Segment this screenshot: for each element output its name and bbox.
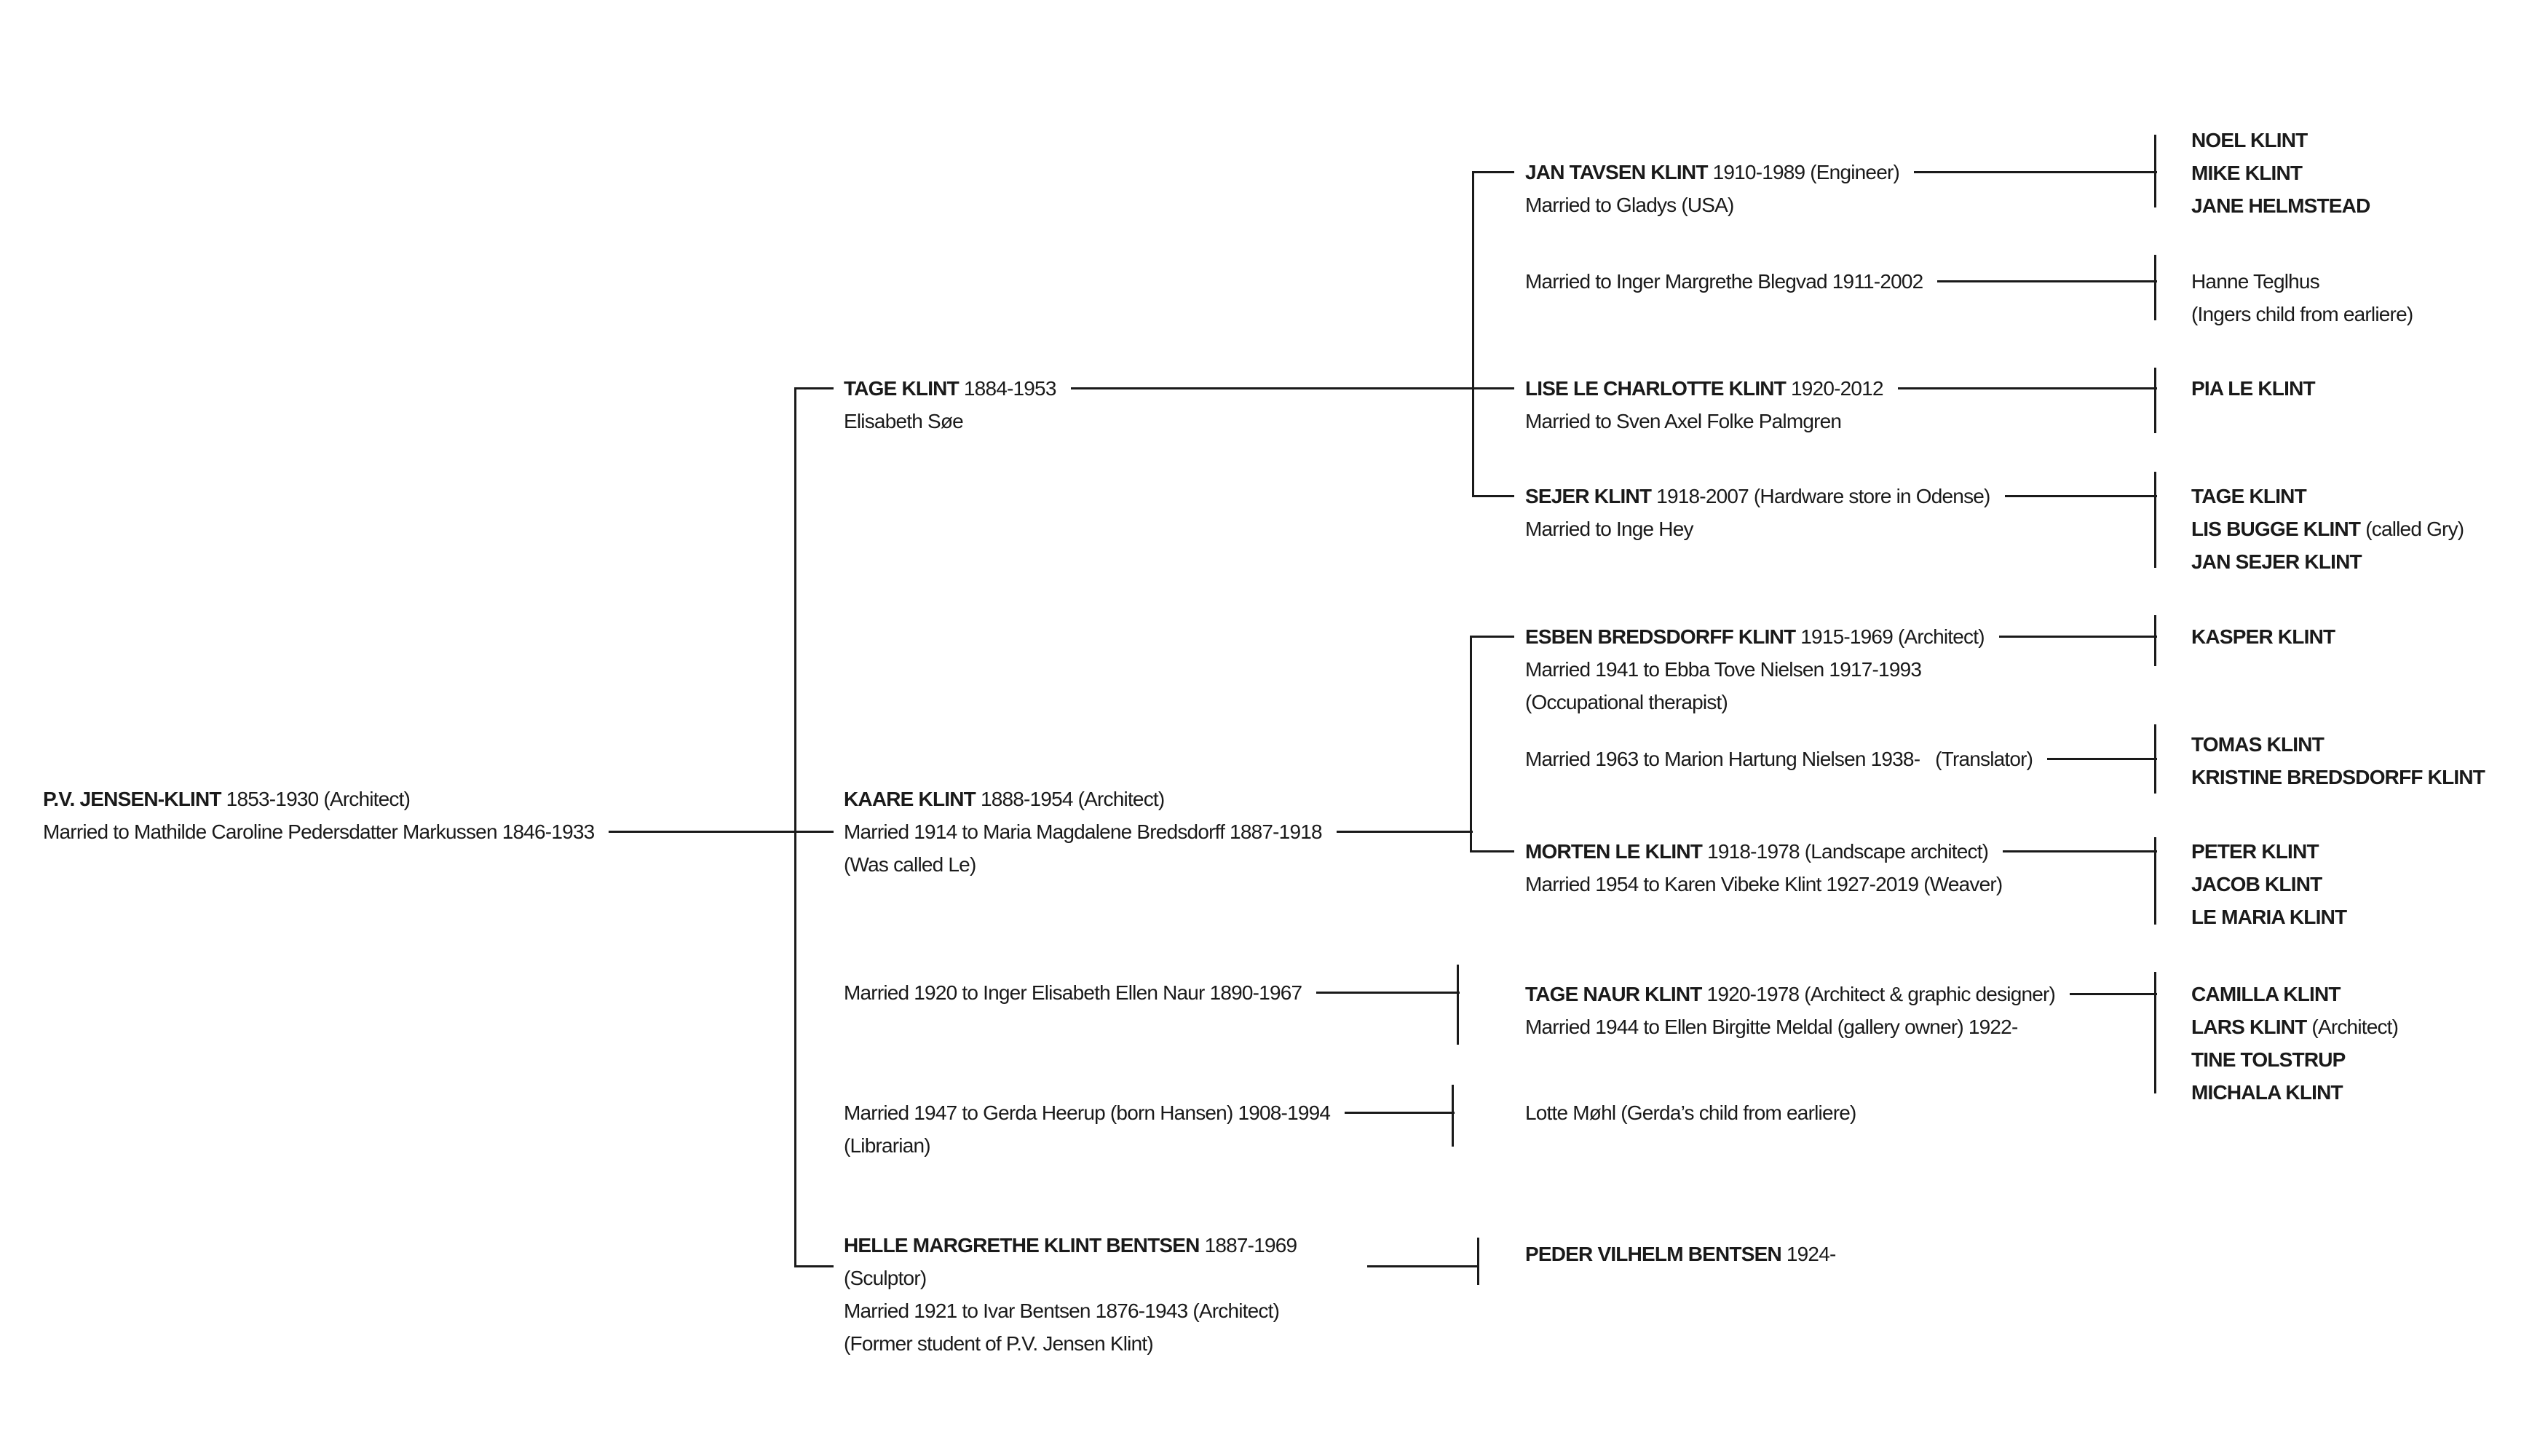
person-name: KRISTINE BREDSDORFF KLINT	[2191, 766, 2485, 788]
person-line	[844, 783, 1473, 815]
person-name: PIA LE KLINT	[2191, 377, 2315, 400]
person-name: MORTEN LE KLINT	[1525, 840, 1703, 863]
node-jan-tavsen-klint	[1525, 156, 2157, 221]
connector-horizontal	[2003, 850, 2157, 852]
connector-vertical	[2154, 135, 2156, 207]
connector-vertical	[2154, 368, 2156, 433]
person-line	[2191, 1076, 2398, 1109]
person-line	[1525, 156, 2157, 189]
node-esben-bredsdorff-klint	[1525, 620, 2157, 719]
node-lise-le-charlotte-klint	[1525, 372, 2157, 438]
person-detail: (Former student of P.V. Jensen Klint)	[844, 1332, 1153, 1355]
person-detail: 1888-1954 (Architect)	[975, 788, 1165, 810]
person-line	[1525, 480, 2157, 513]
person-name: SEJER KLINT	[1525, 485, 1652, 507]
person-line	[1525, 1096, 1856, 1129]
person-line	[844, 1096, 1455, 1129]
person-detail: Married 1941 to Ebba Tove Nielsen 1917-1993	[1525, 658, 1922, 681]
person-detail: Married to Sven Axel Folke Palmgren	[1525, 410, 1842, 432]
person-detail: (Was called Le)	[844, 853, 976, 876]
person-name: TINE TOLSTRUP	[2191, 1048, 2346, 1071]
person-line	[844, 1294, 1297, 1327]
person-name: MIKE KLINT	[2191, 162, 2303, 184]
connector-stub	[1473, 171, 1514, 173]
person-detail: Married to Inge Hey	[1525, 518, 1693, 540]
node-pia-le-klint	[2191, 372, 2315, 405]
connector-horizontal	[1898, 387, 2157, 389]
person-name: HELLE MARGRETHE KLINT BENTSEN	[844, 1234, 1200, 1257]
person-line	[1525, 653, 2157, 686]
person-line	[2191, 372, 2315, 405]
connector-stub	[1471, 850, 1514, 852]
person-name: JACOB KLINT	[2191, 873, 2322, 895]
person-detail: 1918-1978 (Landscape architect)	[1702, 840, 1989, 863]
connector-horizontal	[1914, 171, 2157, 173]
person-line	[2191, 620, 2335, 653]
person-detail: (Ingers child from earliere)	[2191, 303, 2413, 325]
person-line	[2191, 1043, 2398, 1076]
connector-stub	[1471, 636, 1514, 638]
node-kaare-marriage-1920	[844, 976, 1460, 1009]
person-line	[2191, 480, 2464, 513]
connector-stub	[1367, 1265, 1479, 1267]
person-detail: (Sculptor)	[844, 1267, 927, 1289]
person-line	[1525, 686, 2157, 719]
person-name: ESBEN BREDSDORFF KLINT	[1525, 625, 1796, 648]
node-sejer-klint	[1525, 480, 2157, 545]
person-line	[2191, 728, 2485, 761]
person-name: KAARE KLINT	[844, 788, 976, 810]
person-name: TOMAS KLINT	[2191, 733, 2325, 756]
person-name: JAN TAVSEN KLINT	[1525, 161, 1708, 183]
person-name: LIS BUGGE KLINT	[2191, 518, 2361, 540]
person-detail: 1910-1989 (Engineer)	[1707, 161, 1900, 183]
person-name: TAGE KLINT	[2191, 485, 2306, 507]
person-detail: 1887-1969	[1199, 1234, 1297, 1257]
person-line	[2191, 545, 2464, 578]
node-peder-vilhelm-bentsen	[1525, 1238, 1836, 1270]
person-line	[2191, 1010, 2398, 1043]
person-line	[844, 976, 1460, 1009]
person-line	[2191, 835, 2346, 868]
connector-horizontal	[2047, 758, 2157, 760]
connector-stub	[1473, 387, 1514, 389]
person-line	[844, 848, 1473, 881]
connector-vertical	[2154, 972, 2156, 1093]
person-line	[2191, 157, 2370, 189]
person-line	[1525, 265, 2157, 298]
person-name: KASPER KLINT	[2191, 625, 2335, 648]
person-line	[1525, 1238, 1836, 1270]
person-line	[1525, 405, 2157, 438]
person-line	[43, 783, 797, 815]
person-line	[2191, 761, 2485, 794]
connector-vertical	[2154, 255, 2156, 320]
node-lotte-mohl	[1525, 1096, 1856, 1129]
connector-vertical	[1452, 1085, 1454, 1147]
connector-horizontal	[1999, 636, 2157, 638]
connector-horizontal	[1937, 280, 2157, 282]
connector-horizontal	[2070, 993, 2157, 995]
person-line	[2191, 265, 2413, 298]
connector-vertical	[1457, 965, 1459, 1045]
connector-stub	[795, 387, 834, 389]
node-kasper-klint	[2191, 620, 2335, 653]
person-name: JAN SEJER KLINT	[2191, 550, 2362, 573]
person-line	[1525, 1010, 2157, 1043]
node-tage-naur-children	[2191, 978, 2398, 1109]
person-line	[2191, 189, 2370, 222]
person-line	[2191, 901, 2346, 933]
node-esben-marriage-1963	[1525, 743, 2157, 775]
person-detail: Married 1954 to Karen Vibeke Klint 1927-2019 (Weaver)	[1525, 873, 2003, 895]
person-name: LARS KLINT	[2191, 1016, 2307, 1038]
person-line	[844, 1327, 1297, 1360]
node-jan-children	[2191, 124, 2370, 222]
connector-vertical	[2154, 615, 2156, 666]
connector-horizontal	[1316, 992, 1460, 994]
person-detail: Married to Mathilde Caroline Pedersdatter Markussen 1846-1933	[43, 820, 595, 843]
person-detail: (called Gry)	[2360, 518, 2464, 540]
person-line	[1525, 513, 2157, 545]
person-line	[844, 1129, 1455, 1162]
connector-vertical	[1472, 171, 1474, 497]
person-detail: Lotte Møhl (Gerda’s child from earliere)	[1525, 1101, 1856, 1124]
node-jan-marriage-inger	[1525, 265, 2157, 298]
person-line	[2191, 124, 2370, 157]
person-line	[43, 815, 797, 848]
person-detail: Married to Gladys (USA)	[1525, 194, 1734, 216]
person-detail: Married 1944 to Ellen Birgitte Meldal (gallery owner) 1922-	[1525, 1016, 2018, 1038]
person-detail: (Architect)	[2306, 1016, 2399, 1038]
person-name: TAGE NAUR KLINT	[1525, 983, 1702, 1005]
person-name: PETER KLINT	[2191, 840, 2319, 863]
person-line	[844, 1229, 1297, 1262]
person-line	[2191, 868, 2346, 901]
node-morten-le-klint	[1525, 835, 2157, 901]
person-detail: 1920-1978 (Architect & graphic designer)	[1701, 983, 2056, 1005]
connector-stub	[1473, 495, 1514, 497]
connector-vertical	[2154, 837, 2156, 925]
connector-vertical	[2154, 472, 2156, 568]
connector-vertical	[2154, 724, 2156, 794]
person-line	[1525, 835, 2157, 868]
person-detail: 1853-1930 (Architect)	[221, 788, 411, 810]
connector-stub	[795, 1265, 834, 1267]
node-pv-jensen-klint	[43, 783, 797, 848]
node-hanne-teglhus	[2191, 265, 2413, 331]
person-line	[844, 405, 1475, 438]
node-helle-margrethe-klint-bentsen	[844, 1229, 1297, 1360]
person-line	[2191, 978, 2398, 1010]
person-line	[844, 815, 1473, 848]
node-esben-marion-children	[2191, 728, 2485, 794]
person-name: LE MARIA KLINT	[2191, 906, 2347, 928]
person-line	[1525, 978, 2157, 1010]
connector-vertical	[1477, 1238, 1479, 1285]
person-line	[844, 372, 1475, 405]
person-detail: (Librarian)	[844, 1134, 930, 1157]
person-detail: Married to Inger Margrethe Blegvad 1911-2002	[1525, 270, 1923, 293]
node-kaare-marriage-1947	[844, 1096, 1455, 1162]
connector-horizontal	[2005, 495, 2157, 497]
person-name: NOEL KLINT	[2191, 129, 2308, 151]
connector-vertical	[1470, 636, 1472, 852]
person-name: CAMILLA KLINT	[2191, 983, 2341, 1005]
connector-horizontal	[1337, 831, 1473, 833]
node-morten-children	[2191, 835, 2346, 933]
person-detail: Married 1947 to Gerda Heerup (born Hansen) 1908-1994	[844, 1101, 1331, 1124]
person-name: LISE LE CHARLOTTE KLINT	[1525, 377, 1787, 400]
person-detail: Married 1963 to Marion Hartung Nielsen 1938- (Translator)	[1525, 748, 2033, 770]
person-detail: 1915-1969 (Architect)	[1795, 625, 1985, 648]
person-line	[844, 1262, 1297, 1294]
person-detail: Hanne Teglhus	[2191, 270, 2319, 293]
connector-stub	[795, 831, 834, 833]
person-detail: (Occupational therapist)	[1525, 691, 1728, 713]
connector-horizontal	[1071, 387, 1475, 389]
person-detail: 1920-2012	[1786, 377, 1883, 400]
person-line	[1525, 868, 2157, 901]
person-name: MICHALA KLINT	[2191, 1081, 2343, 1104]
person-line	[1525, 620, 2157, 653]
person-detail: Married 1914 to Maria Magdalene Bredsdorff 1887-1918	[844, 820, 1322, 843]
person-line	[1525, 743, 2157, 775]
person-line	[1525, 189, 2157, 221]
person-name: PEDER VILHELM BENTSEN	[1525, 1243, 1781, 1265]
person-detail: 1924-	[1781, 1243, 1836, 1265]
connector-horizontal	[1345, 1112, 1455, 1114]
person-detail: 1884-1953	[958, 377, 1056, 400]
person-detail: Elisabeth Søe	[844, 410, 963, 432]
person-line	[2191, 513, 2464, 545]
person-name: TAGE KLINT	[844, 377, 959, 400]
node-kaare-klint	[844, 783, 1473, 881]
person-name: JANE HELMSTEAD	[2191, 194, 2370, 217]
node-tage-klint	[844, 372, 1475, 438]
person-line	[1525, 372, 2157, 405]
person-detail: Married 1920 to Inger Elisabeth Ellen Naur 1890-1967	[844, 981, 1302, 1004]
node-sejer-children	[2191, 480, 2464, 578]
connector-horizontal	[609, 831, 797, 833]
person-name: P.V. JENSEN-KLINT	[43, 788, 221, 810]
node-tage-naur-klint	[1525, 978, 2157, 1043]
connector-vertical	[794, 387, 796, 1267]
person-detail: Married 1921 to Ivar Bentsen 1876-1943 (Architect)	[844, 1299, 1280, 1322]
person-line	[2191, 298, 2413, 331]
person-detail: 1918-2007 (Hardware store in Odense)	[1651, 485, 1990, 507]
